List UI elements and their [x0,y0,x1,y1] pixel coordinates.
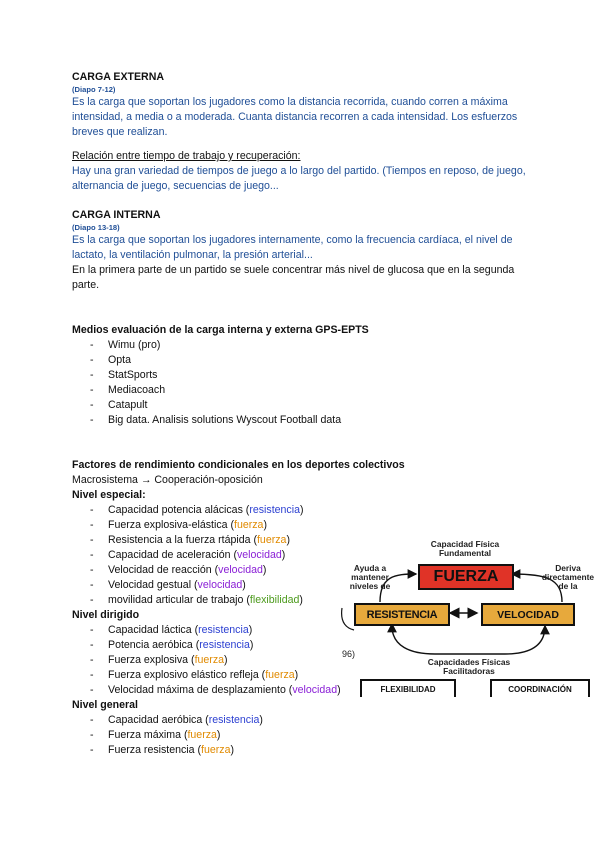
carga-externa-slides: (Diapo 7-12) [72,85,116,94]
list-item [72,533,368,548]
deriva-label: Deriva directamente de la [541,563,595,591]
list-item-close: ) [230,744,235,756]
capacity-tag: fuerza [201,744,231,756]
list-item-text: Fuerza resistencia ( [108,744,202,756]
factores-heading: Factores de rendimiento condicionales en los deportes colectivos [72,459,405,471]
list-item [72,563,368,578]
facilitadoras-label: Capacidades Físicas Facilitadoras [427,657,511,676]
capacity-tag: fuerza [194,654,225,666]
list-item [72,638,368,653]
list-item-text: Capacidad potencia alácicas ( [108,504,250,516]
capacity-tag: velocidad [218,564,263,576]
outer-arc [342,608,354,630]
capacity-tag: flexibilidad [249,594,300,606]
list-item [72,593,368,608]
list-item: - Mediacoach [72,383,532,398]
carga-interna-note: En la primera parte de un partido se suele concentrar más nivel de glucosa que en la segunda parte. [72,264,515,291]
list-item-text: Fuerza explosivo elástico refleja ( [108,669,266,681]
capacity-tag: resistencia [249,504,300,516]
relation-description: Hay una gran variedad de tiempos de juego a lo largo del partido. (Tiempos en reposo, de juego, alternancia de juego, secuencias de juego... [72,165,526,192]
list-item [72,743,368,758]
list-item: - StatSports [72,368,532,383]
list-item: - Catapult [72,398,532,413]
list-item [72,518,368,533]
list-item [72,503,368,518]
list-item-close: ) [299,594,303,606]
list-item-text: Fuerza explosiva-elástica ( [108,519,234,531]
carga-interna-heading: CARGA INTERNA [72,209,161,221]
capacity-tag: velocidad [197,579,243,591]
capacity-tag: fuerza [256,534,287,546]
nivel-especial-heading: Nivel especial: [72,489,146,501]
capacity-tag: velocidad [236,549,282,561]
carga-externa-heading: CARGA EXTERNA [72,71,165,83]
list-item-close: ) [259,714,263,726]
ayuda-label: Ayuda a mantener niveles de [349,563,391,591]
macrosistema-line: Macrosistema → Cooperación-oposición [72,474,263,486]
list-item-close: ) [248,624,253,636]
list-item-close: ) [337,684,341,696]
list-item-text: Resistencia a la fuerza rtápida ( [108,534,257,546]
velocidad-box: VELOCIDAD [481,603,575,626]
list-item: - Wimu (pro) [72,338,532,353]
fuerza-box: FUERZA [418,564,514,590]
capacity-tag: fuerza [265,669,295,681]
list-item [72,713,368,728]
resistencia-box: RESISTENCIA [354,603,450,626]
nivel-general-list [72,713,532,758]
medios-heading: Medios evaluación de la carga interna y externa GPS-EPTS [72,324,369,336]
list-item-close: ) [281,549,286,561]
carga-interna-description: Es la carga que soportan los jugadores internamente, como la frecuencia cardíaca, el nivel de lactato, la ventilación pulmonar, la presión arterial... [72,234,513,261]
list-item [72,728,368,743]
list-item-close: ) [286,534,290,546]
list-item [72,578,368,593]
list-item [72,548,368,563]
list-item-close: ) [299,504,304,516]
list-item-text: Fuerza explosiva ( [108,654,195,666]
nivel-dirigido-heading: Nivel dirigido [72,609,140,621]
facilitadoras-curve [392,626,545,654]
relation-heading: Relación entre tiempo de trabajo y recuperación: [72,150,301,162]
capacity-tag: velocidad [292,684,338,696]
fragment-label: 96) [342,649,356,659]
list-item: - Big data. Analisis solutions Wyscout Football data [72,413,532,428]
coordinacion-box: COORDINACIÓN [490,679,590,697]
list-item-text: Potencia aeróbica ( [108,639,200,651]
list-item-close: ) [224,654,228,666]
list-item [72,623,368,638]
medios-list [72,338,532,428]
list-item-text: Velocidad gestual ( [108,579,198,591]
list-item-text: Velocidad de reacción ( [108,564,219,576]
carga-interna-slides: (Diapo 13-18) [72,223,120,232]
list-item-close: ) [216,729,221,741]
list-item-close: ) [262,564,267,576]
list-item-text: Capacidad láctica ( [108,624,199,636]
capacidad-fisica-label: Capacidad Física Fundamental [430,539,500,558]
flexibilidad-box: FLEXIBILIDAD [360,679,456,697]
capacity-tag: resistencia [199,639,250,651]
list-item-close: ) [242,579,246,591]
list-item-close: ) [294,669,299,681]
nivel-general-heading: Nivel general [72,699,138,711]
list-item [72,668,368,683]
list-item-text: Fuerza máxima ( [108,729,188,741]
capacity-tag: resistencia [198,624,249,636]
list-item [72,653,368,668]
list-item-text: Velocidad máxima de desplazamiento ( [108,684,293,696]
list-item-close: ) [249,639,254,651]
carga-externa-description: Es la carga que soportan los jugadores como la distancia recorrida, cuando corren a máxima intensidad, a media o a moderada. Cuanta distancia recorren a cada intensidad. Los esfuerzos breves que realizan. [72,96,518,138]
list-item-close: ) [263,519,267,531]
list-item-text: Capacidad de aceleración ( [108,549,237,561]
capacity-tag: fuerza [187,729,217,741]
list-item: - Opta [72,353,532,368]
list-item-text: movilidad articular de trabajo ( [108,594,250,606]
list-item [72,683,368,698]
fuerza-diagram [340,536,600,696]
capacity-tag: fuerza [234,519,264,531]
list-item-text: Capacidad aeróbica ( [108,714,209,726]
capacity-tag: resistencia [208,714,260,726]
